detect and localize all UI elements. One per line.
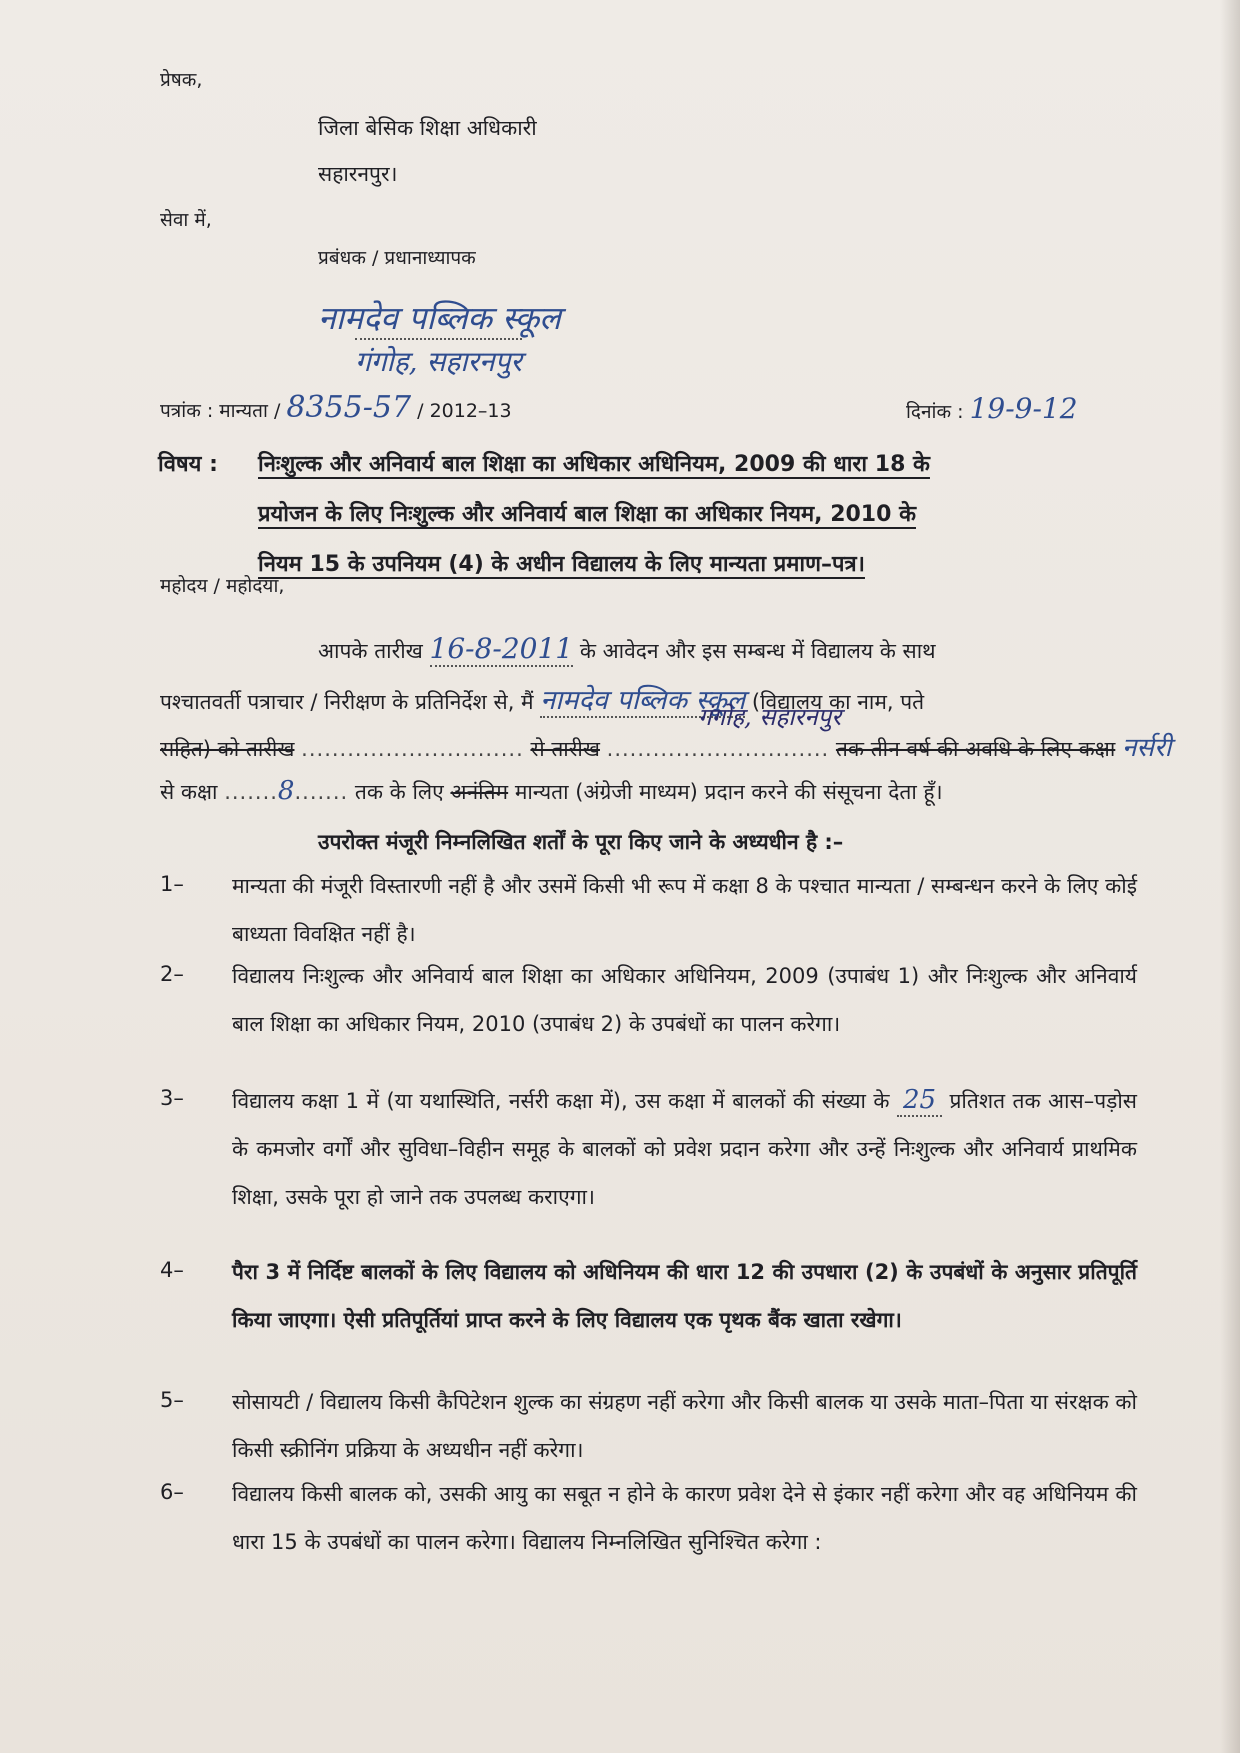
sender-label: प्रेषक, bbox=[160, 69, 203, 91]
body-text: से कक्षा bbox=[160, 780, 218, 804]
condition-number: 3– bbox=[160, 1086, 184, 1110]
subject-line-2: प्रयोजन के लिए निःशुल्क और अनिवार्य बाल शिक्षा का अधिकार नियम, 2010 के bbox=[258, 502, 916, 527]
school-place-inline-handwritten: गंगोह, सहारनपुर bbox=[698, 703, 842, 731]
body-text: तक के लिए bbox=[354, 780, 444, 804]
school-place-handwritten: गंगोह, सहारनपुर bbox=[355, 338, 522, 380]
recipient-title: प्रबंधक / प्रधानाध्यापक bbox=[318, 247, 476, 269]
from-class-handwritten: नर्सरी bbox=[1122, 733, 1172, 763]
sender-place: सहारनपुर। bbox=[318, 162, 398, 186]
subject-line-3: नियम 15 के उपनियम (4) के अधीन विद्यालय के लिए मान्यता प्रमाण–पत्र। bbox=[258, 552, 865, 577]
condition-text-part: विद्यालय कक्षा 1 में (या यथास्थिति, नर्सरी कक्षा में), उस कक्षा में बालकों की संख्या के bbox=[232, 1089, 890, 1113]
condition-text: मान्यता की मंजूरी विस्तारणी नहीं है और उसमें किसी भी रूप में कक्षा 8 के पश्चात मान्यता / सम्बन्धन करने के लिए कोई बाध्यता विवक्षित नहीं है। bbox=[232, 874, 1137, 946]
body-text-struck: सहित) को तारीख bbox=[160, 737, 295, 761]
body-line-4: से कक्षा .......8....... तक के लिए अनंतिम मान्यता (अंग्रेजी माध्यम) प्रदान करने की संसूचना देता हूँ। bbox=[160, 776, 943, 806]
salutation: महोदय / महोदया, bbox=[160, 575, 285, 597]
condition-text: विद्यालय किसी बालक को, उसकी आयु का सबूत न होने के कारण प्रवेश देने से इंकार नहीं करेगा और वह अधिनियम की धारा 15 के उपबंधों का पालन करेगा। विद्यालय निम्नलिखित सुनिश्चित करेगा : bbox=[232, 1482, 1137, 1554]
body-text: (विद्यालय का नाम, पते bbox=[751, 690, 925, 714]
conditions-intro: उपरोक्त मंजूरी निम्नलिखित शर्तों के पूरा किए जाने के अध्यधीन है :– bbox=[318, 830, 844, 854]
date-label: दिनांक : bbox=[906, 401, 964, 423]
date-value-handwritten: 19-9-12 bbox=[969, 392, 1078, 425]
condition-text-part: प्रतिशत तक आस–पड़ोस के कमजोर वर्गों और सुविधा–विहीन समूह के बालकों को प्रवेश प्रदान करेगा और उन्हें निःशुल्क और अनिवार्य प्राथमिक शिक्षा, उसके पूरा हो जाने तक उपलब्ध कराएगा। bbox=[232, 1089, 1137, 1209]
body-line-1 bbox=[318, 632, 936, 665]
percent-handwritten: 25 bbox=[897, 1085, 942, 1117]
reference-year: / 2012–13 bbox=[417, 400, 512, 422]
body-text-struck: तक तीन वर्ष की अवधि के लिए कक्षा bbox=[835, 737, 1116, 761]
reference-line bbox=[160, 390, 512, 425]
condition-number: 5– bbox=[160, 1388, 184, 1412]
subject-label: विषय : bbox=[158, 452, 218, 477]
body-text: आपके तारीख bbox=[318, 639, 423, 663]
condition-number: 1– bbox=[160, 872, 184, 896]
condition-text: पैरा 3 में निर्दिष्ट बालकों के लिए विद्यालय को अधिनियम की धारा 12 की उपधारा (2) के उपबंधों के अनुसार प्रतिपूर्ति किया जाएगा। ऐसी प्रतिपूर्तियां प्राप्त करने के लिए विद्यालय एक पृथक बैंक खाता रखेगा। bbox=[232, 1260, 1137, 1332]
condition-number: 6– bbox=[160, 1480, 184, 1504]
reference-label: पत्रांक : मान्यता / bbox=[160, 400, 281, 422]
body-text-struck: अनंतिम bbox=[450, 780, 509, 804]
body-text: पश्चातवर्ती पत्राचार / निरीक्षण के प्रतिनिर्देश से, मैं bbox=[160, 690, 534, 714]
to-class-handwritten: 8 bbox=[277, 776, 295, 806]
condition-text: सोसायटी / विद्यालय किसी कैपिटेशन शुल्क का संग्रहण नहीं करेगा और किसी बालक या उसके माता–पिता या संरक्षक को किसी स्क्रीनिंग प्रक्रिया के अध्यधीन नहीं करेगा। bbox=[232, 1390, 1137, 1462]
condition-text: विद्यालय निःशुल्क और अनिवार्य बाल शिक्षा का अधिकार अधिनियम, 2009 (उपाबंध 1) और निःशुल्क और अनिवार्य बाल शिक्षा का अधिकार नियम, 2010 (उपाबंध 2) के उपबंधों का पालन करेगा। bbox=[232, 964, 1137, 1036]
body-line-3: सहित) को तारीख ............................. से तारीख ............................. तक तीन वर्ष की अवधि के लिए कक्षा नर्सरी bbox=[160, 733, 1172, 763]
condition-number: 4– bbox=[160, 1258, 184, 1282]
date-line bbox=[906, 392, 1078, 425]
body-text: के आवेदन और इस सम्बन्ध में विद्यालय के साथ bbox=[579, 639, 936, 663]
page-edge-shadow bbox=[1220, 0, 1240, 1753]
body-text: मान्यता (अंग्रेजी माध्यम) प्रदान करने की संसूचना देता हूँ। bbox=[514, 780, 943, 804]
application-date-handwritten: 16-8-2011 bbox=[429, 632, 574, 665]
to-label: सेवा में, bbox=[160, 209, 212, 231]
reference-number-handwritten: 8355-57 bbox=[286, 390, 412, 425]
condition-text bbox=[232, 1076, 1137, 1221]
body-text-struck: से तारीख bbox=[530, 737, 600, 761]
school-name-handwritten: नामदेव पब्लिक स्कूल bbox=[318, 299, 561, 337]
subject-line-1: निःशुल्क और अनिवार्य बाल शिक्षा का अधिकार अधिनियम, 2009 की धारा 18 के bbox=[258, 452, 930, 477]
school-name-inline-handwritten: नामदेव पब्लिक स्कूल bbox=[540, 685, 746, 716]
condition-number: 2– bbox=[160, 962, 184, 986]
sender-title: जिला बेसिक शिक्षा अधिकारी bbox=[318, 116, 537, 140]
